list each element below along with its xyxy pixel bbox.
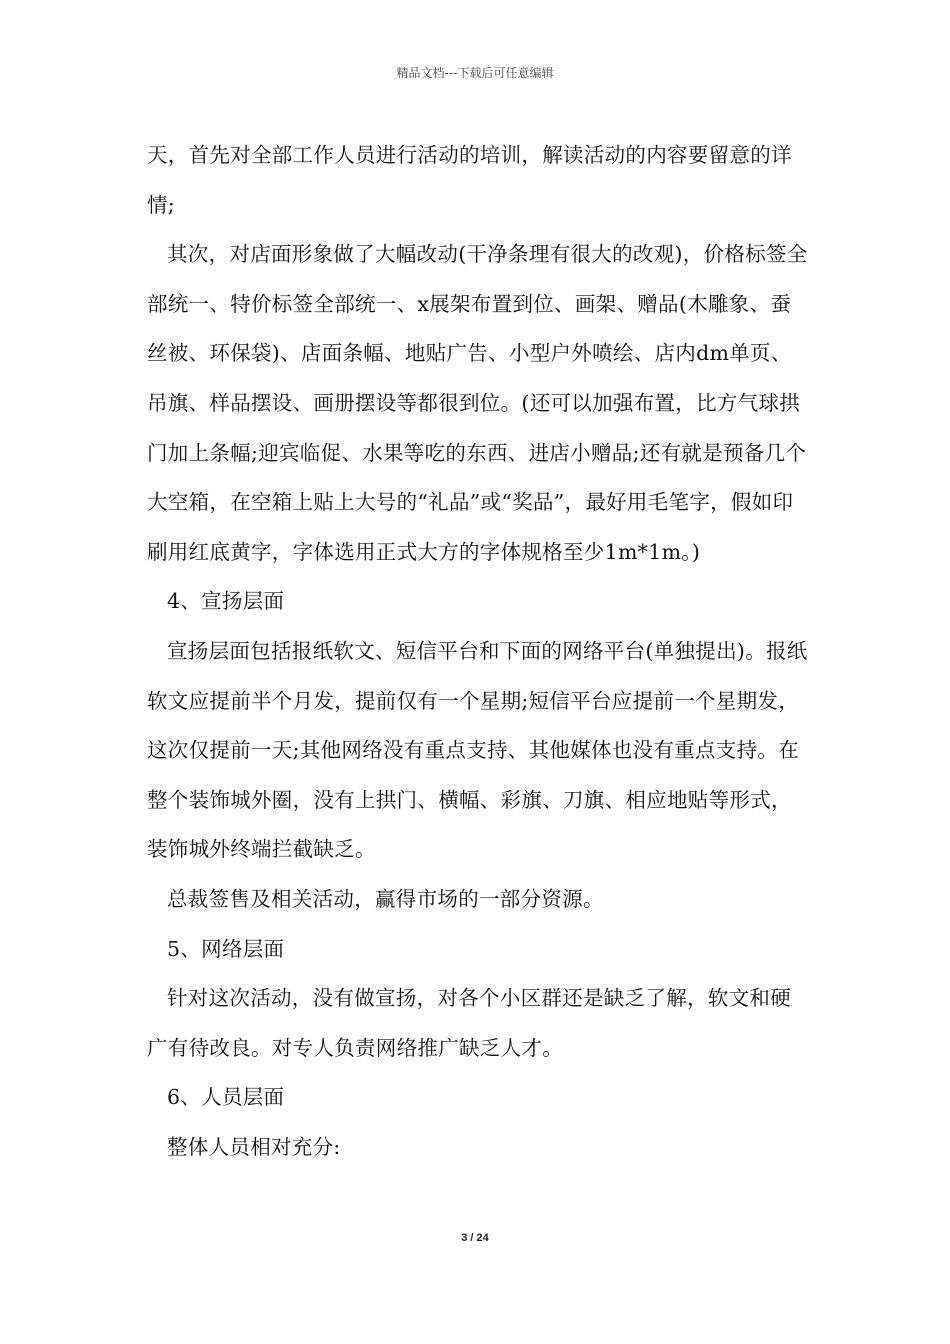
paragraph-training: 天，首先对全部工作人员进行活动的培训，解读活动的内容要留意的详情; xyxy=(147,143,792,217)
paragraph-staff: 整体人员相对充分: xyxy=(167,1134,341,1159)
paragraph-network: 针对这次活动，没有做宣扬，对各个小区群还是缺乏了解，软文和硬广有待改良。对专人负责网络推广缺乏人才。 xyxy=(147,986,791,1060)
heading-promotion: 4、宣扬层面 xyxy=(167,589,285,614)
document-body xyxy=(147,131,811,1172)
paragraph-signing: 总裁签售及相关活动，赢得市场的一部分资源。 xyxy=(167,886,604,911)
paragraph-promotion: 宣扬层面包括报纸软文、短信平台和下面的网络平台(单独提出)。报纸软文应提前半个月发，提前仅有一个星期;短信平台应提前一个星期发，这次仅提前一天;其他网络没有重点支持、其他媒体也没有重点支持。在整个装饰城外圈，没有上拱门、横幅、彩旗、刀旗、相应地贴等形式，装饰城外终端拦截缺乏。 xyxy=(147,638,808,862)
heading-staff: 6、人员层面 xyxy=(167,1085,285,1110)
page-header: 精品文档---下载后可任意编辑 xyxy=(396,66,554,80)
paragraph-storefront: 其次，对店面形象做了大幅改动(干净条理有很大的改观)，价格标签全部统一、特价标签全部统一、x展架布置到位、画架、赠品(木雕象、蚕丝被、环保袋)、店面条幅、地贴广告、小型户外喷绘、店内dm单页、吊旗、样品摆设、画册摆设等都很到位。(还可以加强布置，比方气球拱门加上条幅;迎宾临促、水果等吃的东西、进店小赠品;还有就是预备几个大空箱，在空箱上贴上大号的“礼品”或“奖品”，最好用毛笔字，假如印刷用红底黄字，字体选用正式大方的字体规格至少1m*1m。) xyxy=(147,242,808,564)
heading-network: 5、网络层面 xyxy=(167,936,285,961)
page-number: 3 / 24 xyxy=(461,1232,489,1244)
